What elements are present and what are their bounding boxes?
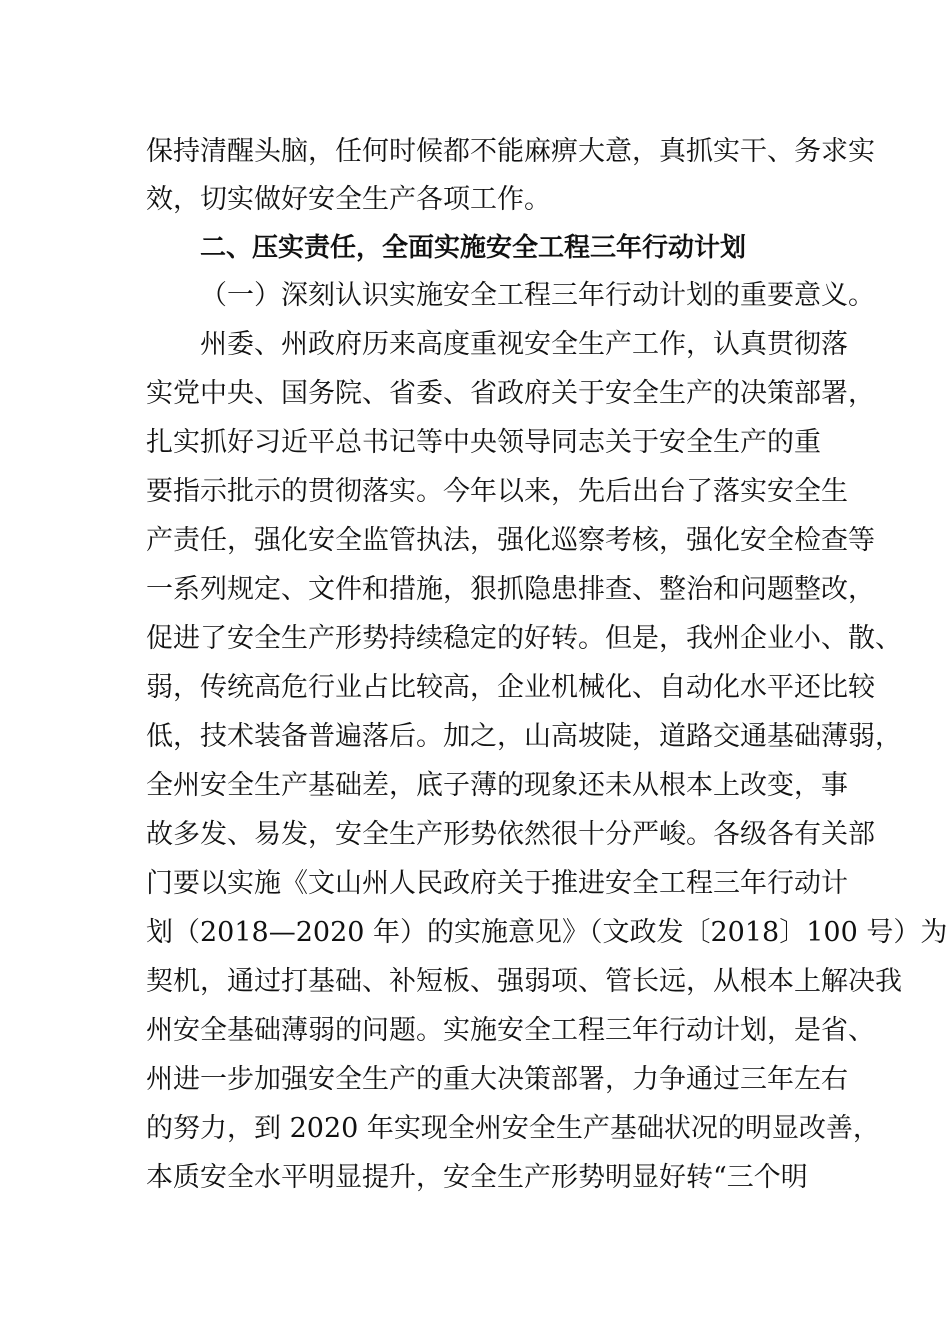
paragraph-line: 实党中央、国务院、省委、省政府关于安全生产的决策部署， [146, 378, 875, 409]
paragraph-line: 产责任，强化安全监管执法，强化巡察考核，强化安全检查等 [146, 525, 875, 556]
section-heading: 二、压实责任，全面实施安全工程三年行动计划 [200, 233, 747, 263]
paragraph-line: 促进了安全生产形势持续稳定的好转。但是，我州企业小、散、 [146, 623, 902, 654]
paragraph-line: 保持清醒头脑，任何时候都不能麻痹大意，真抓实干、务求实 [146, 136, 875, 167]
paragraph-line: 门要以实施《文山州人民政府关于推进安全工程三年行动计 [146, 868, 848, 899]
paragraph-line: 低，技术装备普遍落后。加之，山高坡陡，道路交通基础薄弱， [146, 721, 902, 752]
paragraph-line: 本质安全水平明显提升，安全生产形势明显好转“三个明 [146, 1162, 808, 1193]
paragraph-line: 要指示批示的贯彻落实。今年以来，先后出台了落实安全生 [146, 476, 848, 507]
paragraph-line: 契机，通过打基础、补短板、强弱项、管长远，从根本上解决我 [146, 966, 902, 997]
paragraph-line: 一系列规定、文件和措施，狠抓隐患排查、整治和问题整改， [146, 574, 875, 605]
paragraph-line: 故多发、易发，安全生产形势依然很十分严峻。各级各有关部 [146, 819, 875, 850]
paragraph-line: 州进一步加强安全生产的重大决策部署，力争通过三年左右 [146, 1064, 848, 1095]
paragraph-line: 效，切实做好安全生产各项工作。 [146, 184, 551, 215]
paragraph-line: 扎实抓好习近平总书记等中央领导同志关于安全生产的重 [146, 427, 821, 458]
subsection-heading: （一）深刻认识实施安全工程三年行动计划的重要意义。 [200, 280, 875, 311]
paragraph-line: 的努力，到 2020 年实现全州安全生产基础状况的明显改善， [146, 1113, 880, 1144]
paragraph-line: 划（2018—2020 年）的实施意见》（文政发〔2018〕100 号）为 [146, 917, 948, 948]
paragraph-line: 弱，传统高危行业占比较高，企业机械化、自动化水平还比较 [146, 672, 875, 703]
paragraph-line: 全州安全生产基础差，底子薄的现象还未从根本上改变，事 [146, 770, 848, 801]
paragraph-line: 州安全基础薄弱的问题。实施安全工程三年行动计划，是省、 [146, 1015, 875, 1046]
paragraph-line: 州委、州政府历来高度重视安全生产工作，认真贯彻落 [200, 329, 848, 360]
